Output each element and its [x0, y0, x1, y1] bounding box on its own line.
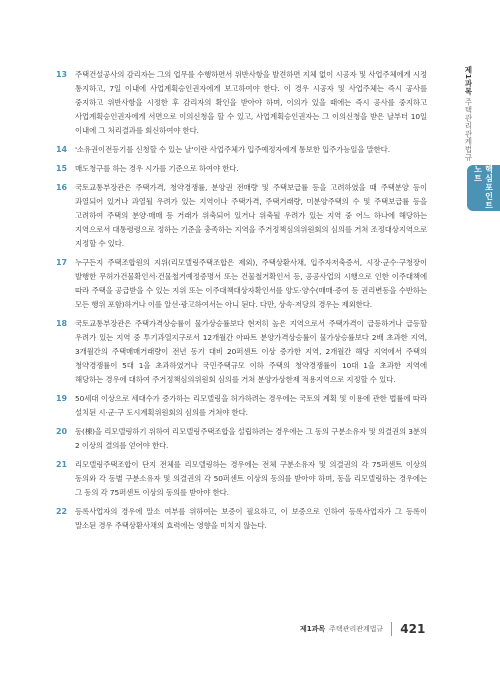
page-number: 421 [400, 622, 426, 636]
footer-chapter: 제1과목 [300, 625, 326, 633]
footer-divider [391, 622, 392, 636]
list-item [56, 143, 427, 157]
list-item [56, 505, 427, 533]
item-text: 매도청구를 하는 경우 시가를 기준으로 하여야 한다. [75, 164, 239, 173]
item-number: 18 [56, 319, 67, 328]
item-number: 14 [56, 145, 67, 154]
list-item [56, 317, 427, 387]
footer-book-title: 주택관리관계법규 [329, 625, 384, 633]
item-text: 동(棟)을 리모델링하기 위하여 리모델링주택조합을 설립하려는 경우에는 그 동의 구분소유자 및 의결권의 3분의 2 이상의 결의를 얻어야 한다. [75, 427, 427, 450]
item-text: 누구든지 주택조합원의 지위(리모델링주택조합은 제외), 주택상환사채, 입주자저축증서, 시장·군수·구청장이 발행한 무허가건물확인서·건물철거예정증명서 또는 건물철거확인서 등, 공공사업의 시행으로 인한 이주대책에 따라 주택을 공급받을 수 있는 지위 또는 이주대책대상자확인서를 양도·양수(매매·증여 등 권리변동을 수반하는 모든 행위 포함)하거나 이를 알선·광고하여서는 아니 된다. 다만, 상속·저당의 경우는 제외한다. [75, 258, 427, 309]
item-text: 리모델링주택조합이 단지 전체를 리모델링하는 경우에는 전체 구분소유자 및 의결권의 각 75퍼센트 이상의 동의와 각 동별 구분소유자 및 의결권의 각 50퍼센트 이상의 동의를 받아야 하며, 동을 리모델링하는 경우에는 그 동의 각 75퍼센트 이상의 동의를 받아야 한다. [75, 460, 427, 497]
side-part-rest: 주택관리관계법규 [464, 98, 473, 162]
item-number: 15 [56, 164, 67, 173]
item-number: 17 [56, 258, 67, 267]
page-footer [300, 622, 425, 636]
side-part-title [462, 66, 474, 161]
side-part-bold: 제1과목 [464, 66, 473, 96]
content [56, 68, 427, 538]
item-number: 16 [56, 183, 67, 192]
item-number: 13 [56, 70, 67, 79]
side-tab-label: 핵심포인트 노트 [473, 165, 494, 210]
item-text: 등록사업자의 경우에 말소 여부를 위하여는 보증이 필요하고, 이 보증으로 인하여 등록사업자가 그 등록이 말소된 경우 주택상환사채의 효력에는 영향을 미치지 않는다. [75, 507, 427, 530]
side-tab[interactable] [467, 165, 500, 211]
list-item [56, 162, 427, 176]
list-item [56, 68, 427, 138]
list-item [56, 425, 427, 453]
list-item [56, 181, 427, 251]
list-item [56, 256, 427, 312]
item-number: 21 [56, 460, 67, 469]
item-text: '소유권이전등기를 신청할 수 있는 날'이란 사업주체가 입주예정자에게 통보한 입주가능일을 말한다. [75, 145, 390, 154]
item-number: 20 [56, 427, 67, 436]
item-text: 50세대 이상으로 세대수가 증가하는 리모델링을 허가하려는 경우에는 국토의 계획 및 이용에 관한 법률에 따라 설치된 시·군·구 도시계획위원회의 심의를 거쳐야 한다. [75, 394, 427, 417]
item-text: 국토교통부장관은 주택가격, 청약경쟁률, 분양권 전매량 및 주택보급률 등을 고려하였을 때 주택분양 등이 과열되어 있거나 과열될 우려가 있는 지역이나 주택가격, 주택거래량, 미분양주택의 수 및 주택보급률 등을 고려하여 주택의 분양·매매 등 거래가 위축되어 있거나 위축될 우려가 있는 지역 중 어느 하나에 해당하는 지역으로서 대통령령으로 정하는 기준을 충족하는 지역을 주거정책심의위원회의 심의를 거쳐 조정대상지역으로 지정할 수 있다. [75, 183, 427, 248]
item-text: 국토교통부장관은 주택가격상승률이 물가상승률보다 현저히 높은 지역으로서 주택가격이 급등하거나 급등할 우려가 있는 지역 중 투기과열지구로서 12개월간 아파트 분양가격상승률이 물가상승률보다 2배 초과한 지역, 3개월간의 주택매매거래량이 전년 동기 대비 20퍼센트 이상 증가한 지역, 2개월간 해당 지역에서 주택의 청약경쟁률이 5대 1을 초과하였거나 국민주택규모 이하 주택의 청약경쟁률이 10대 1을 초과한 지역에 해당하는 경우에 대하여 주거정책심의위원회 심의를 거쳐 분양가상한제 적용지역으로 지정할 수 있다. [75, 319, 427, 384]
item-number: 22 [56, 507, 67, 516]
item-number: 19 [56, 394, 67, 403]
list-item [56, 458, 427, 500]
item-text: 주택건설공사의 감리자는 그의 업무를 수행하면서 위반사항을 발견하면 지체 없이 시공자 및 사업주체에게 시정 통지하고, 7일 이내에 사업계획승인권자에게 보고하여야 한다. 이 경우 시공자 및 사업주체는 즉시 공사를 중지하고 위반사항을 시정한 후 감리자의 확인을 받아야 하며, 이의가 있을 때에는 즉시 공사를 중지하고 사업계획승인권자에게 서면으로 이의신청을 할 수 있고, 사업계획승인권자는 그 이의신청을 받은 날부터 10일 이내에 그 처리결과를 회신하여야 한다. [75, 70, 427, 135]
list-item [56, 392, 427, 420]
